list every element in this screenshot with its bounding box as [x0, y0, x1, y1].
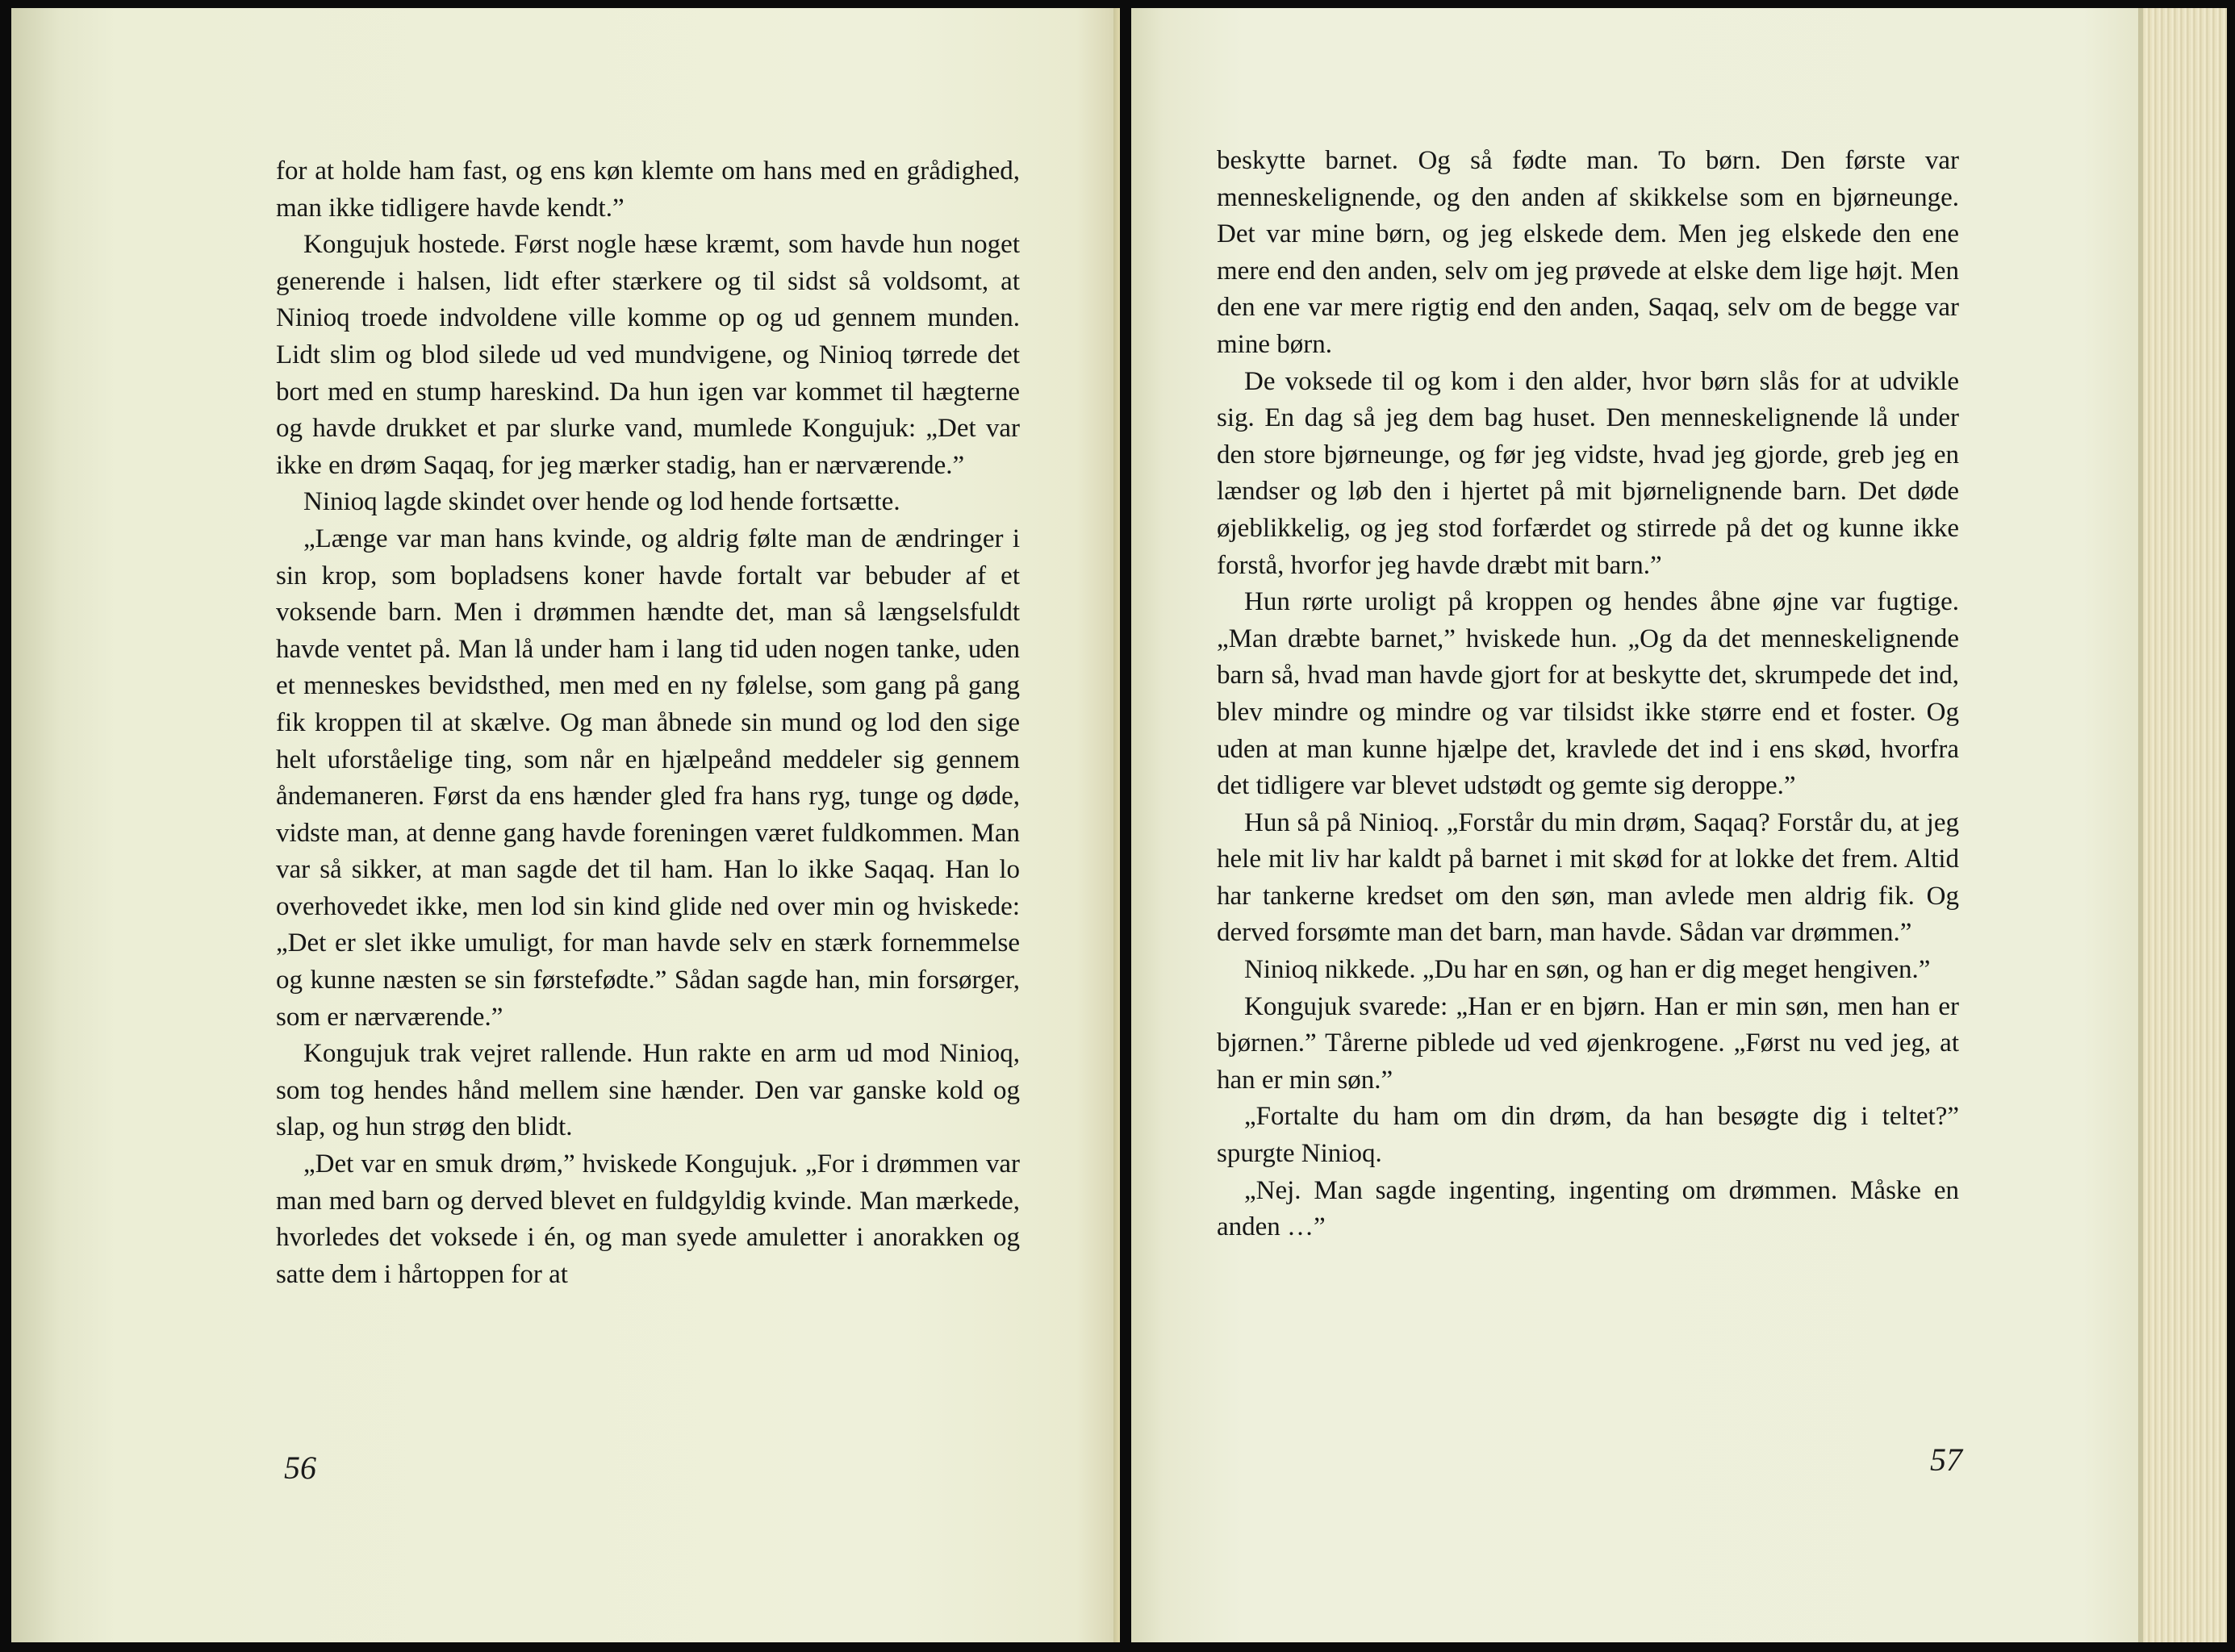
left-page-text: [276, 153, 1020, 1293]
paragraph: „Nej. Man sagde ingenting, ingenting om drømmen. Måske en anden …”: [1217, 1175, 1959, 1242]
paragraph: Kongujuk svarede: „Han er en bjørn. Han er min søn, men han er bjørnen.” Tårerne piblede ud ved øjenkrogene. „Først nu ved jeg, at han er min søn.”: [1217, 991, 1959, 1095]
right-page-text: [1217, 143, 1959, 1246]
paragraph: Ninioq lagde skindet over hende og lod hende fortsætte.: [303, 487, 900, 517]
page-number-right: 57: [1930, 1441, 1962, 1478]
paragraph: for at holde ham fast, og ens køn klemte om hans med en grådighed, man ikke tidligere havde kendt.”: [276, 156, 1020, 223]
paragraph: Kongujuk hostede. Først nogle hæse kræmt, som havde hun noget generende i halsen, lidt efter stærkere og til sidst så voldsomt, at Ninioq troede indvoldene ville komme op og ud gennem munden. Lidt slim og blod silede ud ved mundvigene, og Ninioq tørrede det bort med en stump hareskind. Da hun igen var kommet til hægterne og havde drukket et par slurke vand, mumlede Kongujuk: „Det var ikke en drøm Saqaq, for jeg mærker stadig, han er nærværende.”: [276, 230, 1020, 480]
paragraph: Hun så på Ninioq. „Forstår du min drøm, Saqaq? Forstår du, at jeg hele mit liv har kaldt på barnet i mit skød for at lokke det frem. Altid har tankerne kredset om den søn, man avlede men aldrig fik. Og derved forsømte man det barn, man havde. Sådan var drømmen.”: [1217, 807, 1959, 948]
paragraph: „Længe var man hans kvinde, og aldrig følte man de ændringer i sin krop, som bopladsens koner havde fortalt var bebuder af et voksende barn. Men i drømmen hændte det, man så længselsfuldt havde ventet på. Man lå under ham i lang tid uden nogen tanke, uden et menneskes bevidsthed, men med en ny følelse, som gang på gang fik kroppen til at skælve. Og man åbnede sin mund og lod den sige helt uforståelige ting, som når en hjælpeånd meddeler sig gennem åndemaneren. Først da ens hænder gled fra hans ryg, tunge og døde, vidste man, at denne gang havde foreningen været fuldkommen. Man var så sikker, at man sagde det til ham. Han lo ikke Saqaq. Han lo overhovedet ikke, men lod sin kind glide ned over min og hviskede: „Det er slet ikke umuligt, for man havde selv en stærk fornemmelse og kunne næsten se sin førstefødte.” Sådan sagde han, min forsørger, som er nærværende.”: [276, 524, 1020, 1032]
page-edges: [2138, 8, 2227, 1642]
paragraph: beskytte barnet. Og så fødte man. To børn. Den første var menneskelignende, og den anden af skikkelse som en bjørneunge. Det var mine børn, og jeg elskede dem. Men jeg elskede den ene mere end den anden, selv om jeg prøvede at elske dem lige højt. Men den ene var mere rigtig end den anden, Saqaq, selv om de begge var mine børn.: [1217, 146, 1959, 359]
paragraph: Ninioq nikkede. „Du har en søn, og han er dig meget hengiven.”: [1244, 955, 1931, 985]
paragraph: „Det var en smuk drøm,” hviskede Kongujuk. „For i drømmen var man med barn og derved blevet en fuldgyldig kvinde. Man mærkede, hvorledes det voksede i én, og man syede amuletter i anorakken og satte dem i hårtoppen for at: [276, 1149, 1020, 1289]
paragraph: Hun rørte uroligt på kroppen og hendes åbne øjne var fugtige. „Man dræbte barnet,” hviskede hun. „Og da det menneskelignende barn så, hvad man havde gjort for at beskytte det, skrumpede det ind, blev mindre og mindre og var tilsidst ikke større end et foster. Og uden at man kunne hjælpe det, kravlede det ind i ens skød, hvorfra det tidligere var blevet udstødt og gemte sig deroppe.”: [1217, 587, 1959, 801]
paragraph: Kongujuk trak vejret rallende. Hun rakte en arm ud mod Ninioq, som tog hendes hånd mellem sine hænder. Den var ganske kold og slap, og hun strøg den blidt.: [276, 1039, 1020, 1142]
paragraph: De voksede til og kom i den alder, hvor børn slås for at udvikle sig. En dag så jeg dem bag huset. Den menneskelignende lå under den store bjørneunge, og før jeg vidste, hvad jeg gjorde, greb jeg en lændser og løb den i hjertet på mit bjørnelignende barn. Det døde øjeblikkelig, og jeg stod forfærdet og stirrede på det og kunne ikke forstå, hvorfor jeg havde dræbt mit barn.”: [1217, 366, 1959, 580]
paragraph: „Fortalte du ham om din drøm, da han besøgte dig i teltet?” spurgte Ninioq.: [1217, 1102, 1959, 1169]
page-number-left: 56: [284, 1450, 316, 1486]
